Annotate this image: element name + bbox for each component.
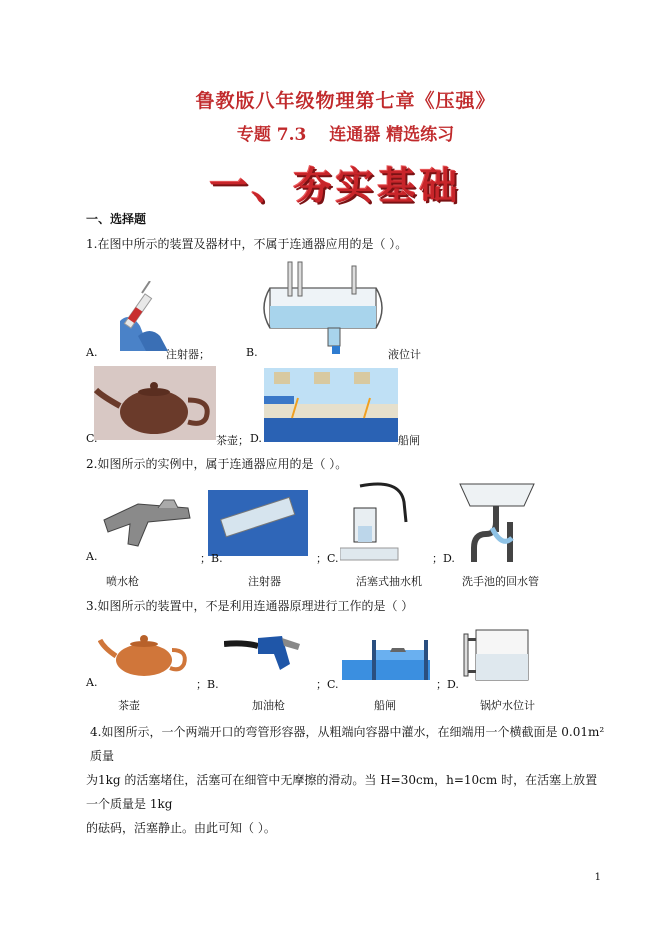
- syringe-photo: [120, 281, 168, 351]
- teapot-photo: [94, 366, 216, 440]
- q1-option-b-letter: B.: [246, 346, 258, 359]
- ship-lock-diagram-2: [338, 634, 434, 684]
- q2-option-b-name: 注射器: [248, 575, 281, 588]
- ship-lock-diagram: [264, 368, 398, 442]
- syringe-photo-2: [208, 490, 308, 556]
- spray-gun-photo: [98, 490, 194, 556]
- sink-trap-diagram: [456, 478, 538, 562]
- liquid-level-gauge-diagram: [258, 258, 388, 354]
- q2-option-d-name: 洗手池的回水管: [462, 575, 539, 588]
- q3-option-d-name: 锅炉水位计: [480, 699, 535, 712]
- q3-option-a-letter: A.: [86, 676, 98, 689]
- q1-option-c-letter: C.: [86, 432, 98, 445]
- piston-pump-diagram: [340, 482, 412, 564]
- question-4-line-3: 的砝码，活塞静止。由此可知（ ）。: [86, 821, 276, 835]
- q3-option-a-name: 茶壶: [118, 699, 140, 712]
- q2-option-a-name: 喷水枪: [106, 575, 139, 588]
- q1-option-a-letter: A.: [86, 346, 98, 359]
- q1-option-d-letter: D.: [250, 432, 262, 445]
- q3-option-c-letter: ；C.: [316, 678, 339, 691]
- q2-option-c-name: 活塞式抽水机: [356, 575, 422, 588]
- question-1-stem: 1.在图中所示的装置及器材中，不属于连通器应用的是（ ）。: [86, 237, 408, 251]
- teapot-icon-photo: [98, 628, 190, 680]
- section-heading: 一、选择题: [86, 212, 147, 226]
- question-3-stem: 3.如图所示的装置中，不是利用连通器原理进行工作的是（ ）: [86, 599, 414, 613]
- document-subtitle: 专题 7.3 连通器 精选练习: [236, 125, 455, 145]
- fuel-nozzle-photo: [224, 624, 302, 684]
- q2-option-a-letter: A.: [86, 550, 98, 563]
- q3-option-b-letter: ；B.: [196, 678, 219, 691]
- q1-option-d-name: 船闸: [398, 434, 420, 447]
- boiler-level-gauge-diagram: [460, 624, 534, 684]
- question-4-line-1: 4.如图所示，一个两端开口的弯管形容器，从粗端向容器中灌水，在细端用一个横截面是 0.01m² 质量: [90, 725, 605, 763]
- question-4-line-2: 为1kg 的活塞堵住，活塞可在细管中无摩擦的滑动。当 H=30cm，h=10cm 时，在活塞上放置一个质量是 1kg: [86, 773, 598, 811]
- q2-option-d-letter: ；D.: [432, 552, 455, 565]
- page-number: 1: [594, 872, 601, 883]
- document-title: 鲁教版八年级物理第七章《压强》: [195, 90, 496, 112]
- q3-option-d-letter: ；D.: [436, 678, 459, 691]
- question-2-stem: 2.如图所示的实例中，属于连通器应用的是（ ）。: [86, 457, 348, 471]
- q1-option-a-name: 注射器；: [166, 348, 210, 361]
- q3-option-b-name: 加油枪: [252, 699, 285, 712]
- q1-option-c-name: 茶壶；: [216, 434, 249, 447]
- question-4-stem: [86, 720, 606, 840]
- section-banner: 一、夯实基础: [209, 163, 462, 208]
- q1-option-b-name: 液位计: [388, 348, 421, 361]
- q3-option-c-name: 船闸: [374, 699, 396, 712]
- q2-option-c-letter: ；C.: [316, 552, 339, 565]
- q2-option-b-letter: ；B.: [200, 552, 223, 565]
